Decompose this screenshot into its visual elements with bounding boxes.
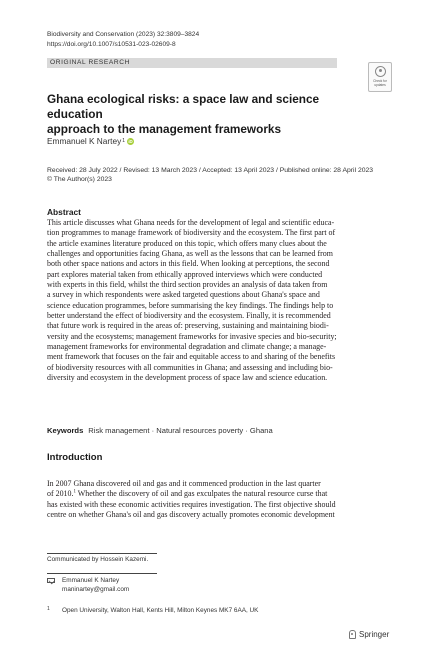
- abstract-line: versity and the ecosystems; management frameworks for invasive species and bio-security;: [47, 331, 337, 341]
- introduction-body: [47, 479, 392, 520]
- intro-line: of 2010.$^1$ Whether the discovery of oil and gas exculpates the natural resource curse that: [47, 489, 328, 499]
- abstract-line: a survey in which respondents were asked targeted questions about Ghana's space and: [47, 290, 320, 300]
- intro-line: centre on whether Ghana's oil and gas discovery actually promotes economic development: [47, 510, 335, 520]
- article-title: Ghana ecological risks: a space law and science education approach to the management frameworks: [47, 92, 320, 136]
- abstract-line: part explores material taken from ethically approved interviews which were conducted: [47, 269, 323, 279]
- crossmark-icon: [375, 66, 386, 77]
- abstract-heading: Abstract: [47, 207, 81, 217]
- orcid-icon[interactable]: iD: [128, 138, 133, 144]
- footnote-divider: [47, 553, 157, 554]
- intro-line: has existed with these economic activities requires investigation. The first objective should: [47, 499, 336, 509]
- author-affil-mark: 1: [122, 138, 126, 144]
- article-type-label: ORIGINAL RESEARCH: [50, 58, 130, 66]
- doi-link[interactable]: https://doi.org/10.1007/s10531-023-02609-8: [47, 40, 176, 48]
- mail-icon: [47, 578, 55, 583]
- affiliation-number: 1: [47, 606, 50, 612]
- abstract-line: diversity and ecosystem in the development process of space law and science education.: [47, 373, 328, 383]
- introduction-heading: Introduction: [47, 452, 103, 463]
- author-name[interactable]: Emmanuel K Nartey: [47, 136, 122, 146]
- abstract-line: better understand the effect of biodiversity and the ecosystem. Finally, it is recommended: [47, 311, 331, 321]
- abstract-line: science education programmes, before summarising the key findings. The findings help to: [47, 300, 334, 310]
- publisher-logo: [349, 630, 389, 639]
- keywords: [47, 426, 273, 435]
- abstract-line: of biodiversity resources with all communities in Ghana; and assessing and including bio-: [47, 362, 333, 372]
- communicated-by: Communicated by Hossein Kazemi.: [47, 556, 149, 563]
- abstract-line: both other space nations and actors in this field. When looking at perceptions, the second: [47, 259, 330, 269]
- contact-name: Emmanuel K Nartey: [62, 577, 120, 584]
- abstract-line: with experts in this field, whilst the third section provides an analysis of data taken from: [47, 280, 328, 290]
- intro-line: In 2007 Ghana discovered oil and gas and it commenced production in the last quarter: [47, 479, 321, 488]
- abstract-line: tion programmes to manage framework of biodiversity and the ecosystem. The first part of: [47, 228, 336, 238]
- journal-citation: Biodiversity and Conservation (2023) 32:3809–3824: [47, 31, 200, 38]
- springer-horse-icon: [349, 630, 356, 639]
- abstract-body: [47, 218, 392, 384]
- abstract-line: challenges and opportunities facing Ghana, as well as the lessons that can be learned from: [47, 249, 333, 259]
- abstract-line: This article discusses what Ghana needs for the development of legal and scientific educa-: [47, 218, 335, 227]
- keywords-text: Risk management · Natural resources poverty · Ghana: [88, 426, 273, 435]
- journal-meta: [47, 30, 199, 49]
- author-line: [47, 136, 134, 146]
- abstract-line: the article examines literature produced on this topic, which offers many clues about the: [47, 238, 327, 248]
- publisher-name: Springer: [359, 630, 390, 639]
- article-history: [47, 166, 373, 184]
- affiliation: Open University, Walton Hall, Kents Hill, Milton Keynes MK7 6AA, UK: [62, 607, 259, 614]
- contact-info: [62, 576, 129, 594]
- footnote-ref[interactable]: 1: [73, 489, 76, 495]
- abstract-line: that future work is required in the areas of: preserving, sustaining and maintaining biodi-: [47, 321, 329, 331]
- contact-divider: [47, 573, 157, 574]
- contact-email[interactable]: maninartey@gmail.com: [62, 586, 130, 593]
- keywords-label: Keywords: [47, 426, 84, 435]
- history-dates: Received: 28 July 2022 / Revised: 13 March 2023 / Accepted: 13 April 2023 / Published online: 28 April 2023: [47, 167, 374, 174]
- check-for-updates-badge[interactable]: Check for updates: [368, 62, 392, 92]
- copyright: © The Author(s) 2023: [47, 176, 112, 183]
- abstract-line: ment framework that focuses on the fair and equitable access to and sharing of the benefits: [47, 352, 336, 362]
- abstract-line: management frameworks for environmental degradation and climate change; a manage-: [47, 342, 327, 352]
